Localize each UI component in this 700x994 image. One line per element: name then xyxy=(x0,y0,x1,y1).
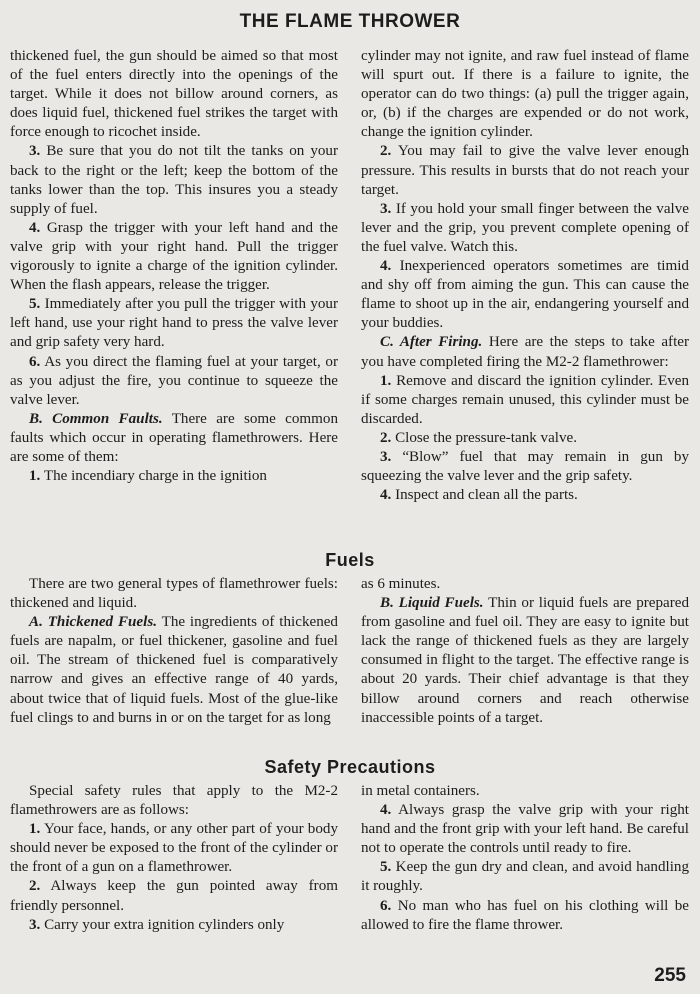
subsection-title: C. After Firing. xyxy=(380,334,483,351)
paragraph xyxy=(361,897,689,935)
item-number: 4. xyxy=(380,487,392,504)
paragraph xyxy=(361,782,689,801)
paragraph xyxy=(361,142,689,199)
subsection-title: B. Common Faults. xyxy=(29,410,163,427)
subsection-title: B. Liquid Fuels. xyxy=(380,595,484,612)
item-number: 1. xyxy=(29,821,41,838)
paragraph-text: There are two general types of flamethrower fuels: thickened and liquid. xyxy=(10,576,338,612)
page-number: 255 xyxy=(654,965,686,986)
paragraph-text: Inexperienced operators sometimes are timid and shy off from aiming the gun. This can cause the flame to shoot up in the air, endangering yourself and your buddies. xyxy=(361,258,689,332)
paragraph-text: thickened fuel, the gun should be aimed so that most of the fuel enters directly into the openings of the target. While it does not billow around corners, as does liquid fuel, thickened fuel strikes the target with force enough to ricochet inside. xyxy=(10,48,338,141)
paragraph xyxy=(10,820,338,877)
paragraph xyxy=(361,486,689,505)
paragraph xyxy=(10,142,338,218)
item-number: 3. xyxy=(29,916,41,933)
paragraph xyxy=(10,219,338,295)
paragraph xyxy=(10,782,338,820)
item-number: 3. xyxy=(380,200,392,217)
paragraph xyxy=(361,429,689,448)
subsection-title: A. Thickened Fuels. xyxy=(29,614,157,631)
fuels-left-column xyxy=(10,575,338,728)
item-number: 4. xyxy=(380,802,392,819)
paragraph-text: Your face, hands, or any other part of your body should never be exposed to the front of the cylinder or the front of a gun on a flamethrower. xyxy=(10,821,338,876)
item-number: 4. xyxy=(380,258,392,275)
item-number: 2. xyxy=(380,429,392,446)
item-number: 3. xyxy=(29,143,41,160)
paragraph-text: If you hold your small finger between the valve lever and the grip, you prevent complete opening of the fuel valve. Watch this. xyxy=(361,200,689,255)
paragraph-text: No man who has fuel on his clothing will be allowed to fire the flame thrower. xyxy=(361,897,689,933)
paragraph xyxy=(361,594,689,728)
paragraph-text: Carry your extra ignition cylinders only xyxy=(44,916,285,933)
paragraph-text: Special safety rules that apply to the M2-2 flamethrowers are as follows: xyxy=(10,783,338,819)
paragraph xyxy=(10,295,338,352)
paragraph xyxy=(10,410,338,467)
item-number: 6. xyxy=(29,353,41,370)
section1-left-column xyxy=(10,47,338,486)
paragraph xyxy=(361,801,689,858)
paragraph xyxy=(10,575,338,613)
paragraph xyxy=(10,916,338,935)
paragraph-text: Thin or liquid fuels are prepared from gasoline and fuel oil. They are easy to ignite but lack the range of thickened fuels as they are largely consumed in flight to the target. The effective range is about 20 yards. Their chief advantage is that they billow around corners and reach otherwise inaccessible points of a target. xyxy=(361,595,689,726)
section1-right-column xyxy=(361,47,689,505)
item-number: 1. xyxy=(29,468,41,485)
paragraph-text: As you direct the flaming fuel at your target, or as you adjust the fire, you continue to squeeze the valve lever. xyxy=(10,353,338,408)
item-number: 2. xyxy=(29,878,41,895)
paragraph xyxy=(361,448,689,486)
paragraph-text: Always keep the gun pointed away from friendly personnel. xyxy=(10,878,338,914)
paragraph-text: Immediately after you pull the trigger with your left hand, use your right hand to press the valve lever and grip safety very hard. xyxy=(10,296,338,351)
item-number: 6. xyxy=(380,897,392,914)
paragraph xyxy=(361,200,689,257)
paragraph-text: Always grasp the valve grip with your right hand and the front grip with your left hand. Be careful not to operate the controls until ready to fire. xyxy=(361,802,689,857)
paragraph xyxy=(361,858,689,896)
paragraph-text: Keep the gun dry and clean, and avoid handling it roughly. xyxy=(361,859,689,895)
paragraph xyxy=(361,372,689,429)
paragraph-text: Remove and discard the ignition cylinder. Even if some charges remain unused, this cylinder must be discarded. xyxy=(361,372,689,427)
paragraph-text: Close the pressure-tank valve. xyxy=(395,429,578,446)
paragraph xyxy=(361,257,689,333)
item-number: 3. xyxy=(380,448,392,465)
paragraph-text: Be sure that you do not tilt the tanks on your back to the right or the left; keep the bottom of the tanks lower than the top. This insures you a steady supply of fuel. xyxy=(10,143,338,217)
item-number: 2. xyxy=(380,143,392,160)
section-heading-safety: Safety Precautions xyxy=(264,757,436,777)
paragraph xyxy=(361,47,689,142)
paragraph-text: Here are the steps to take after you have completed firing the M2-2 flamethrower: xyxy=(361,334,689,370)
paragraph-text: The incendiary charge in the ignition xyxy=(43,468,267,485)
item-number: 5. xyxy=(29,296,41,313)
paragraph-text: as 6 minutes. xyxy=(361,576,441,592)
section-heading-fuels: Fuels xyxy=(325,550,375,570)
paragraph xyxy=(10,467,338,486)
paragraph-text: The ingredients of thickened fuels are napalm, or fuel thickener, gasoline and fuel oil. The stream of thickened fuel is comparatively narrow and gives an effective range of 40 yards, about twice that of liquid fuels. Most of the glue-like fuel clings to and burns in or on the target for as long xyxy=(10,614,338,726)
paragraph xyxy=(361,575,689,594)
paragraph xyxy=(10,353,338,410)
item-number: 1. xyxy=(380,372,392,389)
page-header: THE FLAME THROWER xyxy=(239,11,461,32)
paragraph-text: Grasp the trigger with your left hand and the valve grip with your right hand. Pull the trigger vigorously to ignite a charge of the ignition cylinder. When the flash appears, release the trigger. xyxy=(10,219,338,294)
paragraph xyxy=(10,877,338,915)
fuels-right-column xyxy=(361,575,689,728)
paragraph-text: There are some common faults which occur in operating flamethrowers. Here are some of them: xyxy=(10,410,339,465)
safety-right-column xyxy=(361,782,689,935)
safety-left-column xyxy=(10,782,338,935)
paragraph-text: “Blow” fuel that may remain in gun by squeezing the valve lever and the grip safety. xyxy=(361,448,689,485)
paragraph-text: You may fail to give the valve lever enough pressure. This results in bursts that do not reach your target. xyxy=(361,143,689,198)
paragraph xyxy=(361,333,689,371)
item-number: 4. xyxy=(29,219,41,236)
paragraph xyxy=(10,613,338,728)
item-number: 5. xyxy=(380,859,392,876)
paragraph xyxy=(10,47,338,142)
paragraph-text: Inspect and clean all the parts. xyxy=(395,487,578,504)
paragraph-text: in metal containers. xyxy=(361,783,480,799)
paragraph-text: cylinder may not ignite, and raw fuel instead of flame will spurt out. If there is a failure to ignite, the operator can do two things: (a) pull the trigger again, or, (b) if the charges are expended or do not work, change the ignition cylinder. xyxy=(361,48,689,141)
